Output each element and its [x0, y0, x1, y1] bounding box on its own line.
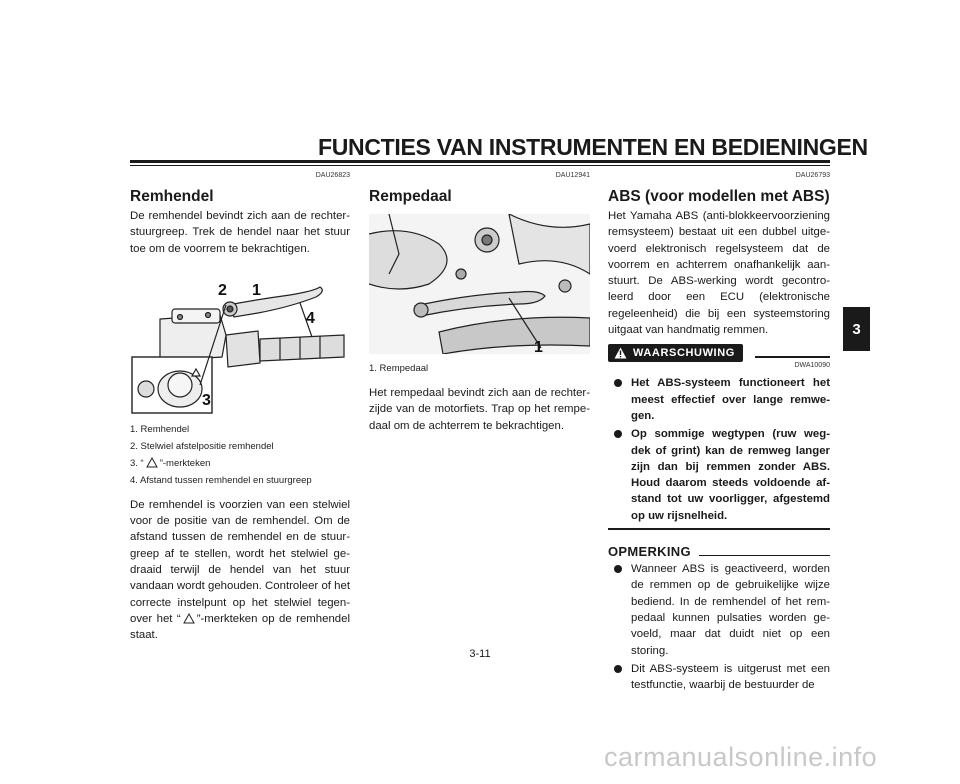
section-code: DAU26793: [795, 172, 830, 179]
triangle-mark-icon: [183, 613, 195, 624]
section-code: DAU26823: [315, 172, 350, 179]
warning-triangle-icon: [614, 347, 627, 359]
label-3: 3: [202, 391, 211, 409]
brake-lever-illustration: [130, 265, 350, 415]
bullet-icon: [614, 430, 622, 438]
label-1: 1: [534, 339, 543, 354]
label-4: 4: [306, 309, 315, 327]
figure-caption: 1. Rempedaal: [369, 363, 429, 374]
section-code: DAU12941: [555, 172, 590, 179]
section-heading: Remhendel: [130, 188, 214, 205]
warning-end-rule: [608, 528, 830, 530]
abs-paragraph: Het Yamaha ABS (anti-blokkeervoorziening remsysteem) bestaat uit een dubbel uitge-voerd elektronisch regelsysteem dat de voorrem en achterrem onafhankelijk aan-stuurt. De ABS-werking wordt gecontro-leerd door een ECU (elektronische regeleenheid) die bij een systeemstoring uitgaat van handmatig remmen.: [608, 210, 830, 337]
caption-2: 2. Stelwiel afstelpositie remhendel: [130, 440, 274, 452]
note-item: Wanneer ABS is geactiveerd, worden de remmen op de gebruikelijke wijze bediend. In de remhendel of het rem-pedaal kunnen pulsaties worden ge-voeld, maar dat duidt niet op een storing.: [608, 561, 830, 659]
caption-3: 3. “ ”-merkteken: [130, 457, 211, 469]
warning-item: Het ABS-systeem functioneert het meest effectief over lange remwe-gen.: [608, 375, 830, 424]
bullet-icon: [614, 565, 622, 573]
warning-item: Op sommige wegtypen (ruw weg-dek of grint) kan de remweg langer zijn dan bij remmen zonder ABS. Houd daarom steeds voldoende af-stand tot uw voorligger, afgestemd op uw rijsnelheid.: [608, 426, 830, 524]
label-1: 1: [252, 281, 261, 299]
pedal-paragraph: Het rempedaal bevindt zich aan de rechter-zijde van de motorfiets. Trap op het rempe-daal om de achterrem te bekrachtigen.: [369, 387, 590, 432]
column-remhendel: [130, 172, 350, 644]
brake-pedal-illustration: [369, 214, 590, 354]
note-title: OPMERKING: [608, 544, 691, 560]
header-rule-thick: [130, 160, 830, 163]
brake-lever-figure: [130, 265, 350, 415]
column-rempedaal: [369, 172, 590, 434]
note-rule: [699, 555, 830, 556]
column-abs: [608, 172, 830, 695]
brake-pedal-figure: [369, 214, 590, 354]
figure-captions: [130, 421, 350, 489]
warning-code: DWA10090: [794, 362, 830, 370]
warning-header: [608, 344, 830, 362]
section-heading: ABS (voor modellen met ABS): [608, 188, 830, 205]
bullet-icon: [614, 665, 622, 673]
page-header-title: FUNCTIES VAN INSTRUMENTEN EN BEDIENINGEN: [318, 134, 868, 160]
chapter-tab[interactable]: 3: [843, 307, 870, 351]
note-header: [608, 544, 830, 559]
adjust-paragraph: De remhendel is voorzien van een stelwiel voor de positie van de remhendel. Om de afstand tussen de remhendel en de stuur-greep af te stellen, wordt het stelwiel ge-draaid terwijl de hendel van het stuur vandaan wordt gehouden. Controleer of het correcte instelpunt op het stelwiel tegen-over het “ ”-merkteken op de remhendel staat.: [130, 498, 350, 642]
note-item: Dit ABS-systeem is uitgerust met een testfunctie, waarbij de bestuurder de: [608, 661, 830, 694]
page-number: 3-11: [469, 648, 491, 660]
intro-paragraph: De remhendel bevindt zich aan de rechter-stuurgreep. Trek de hendel naar het stuur toe om de voorrem te bekrachtigen.: [130, 210, 350, 255]
watermark: carmanualsonline.info: [604, 742, 878, 772]
note-list: [608, 561, 830, 693]
section-heading: Rempedaal: [369, 188, 452, 205]
warning-rule: [755, 356, 830, 358]
warning-list: [608, 375, 830, 524]
bullet-icon: [614, 379, 622, 387]
header-rule-thin: [130, 165, 830, 166]
triangle-mark-icon: [146, 457, 158, 468]
caption-4: 4. Afstand tussen remhendel en stuurgreep: [130, 474, 312, 486]
caption-1: 1. Remhendel: [130, 423, 190, 435]
warning-badge: WAARSCHUWING: [608, 344, 743, 362]
label-2: 2: [218, 281, 227, 299]
